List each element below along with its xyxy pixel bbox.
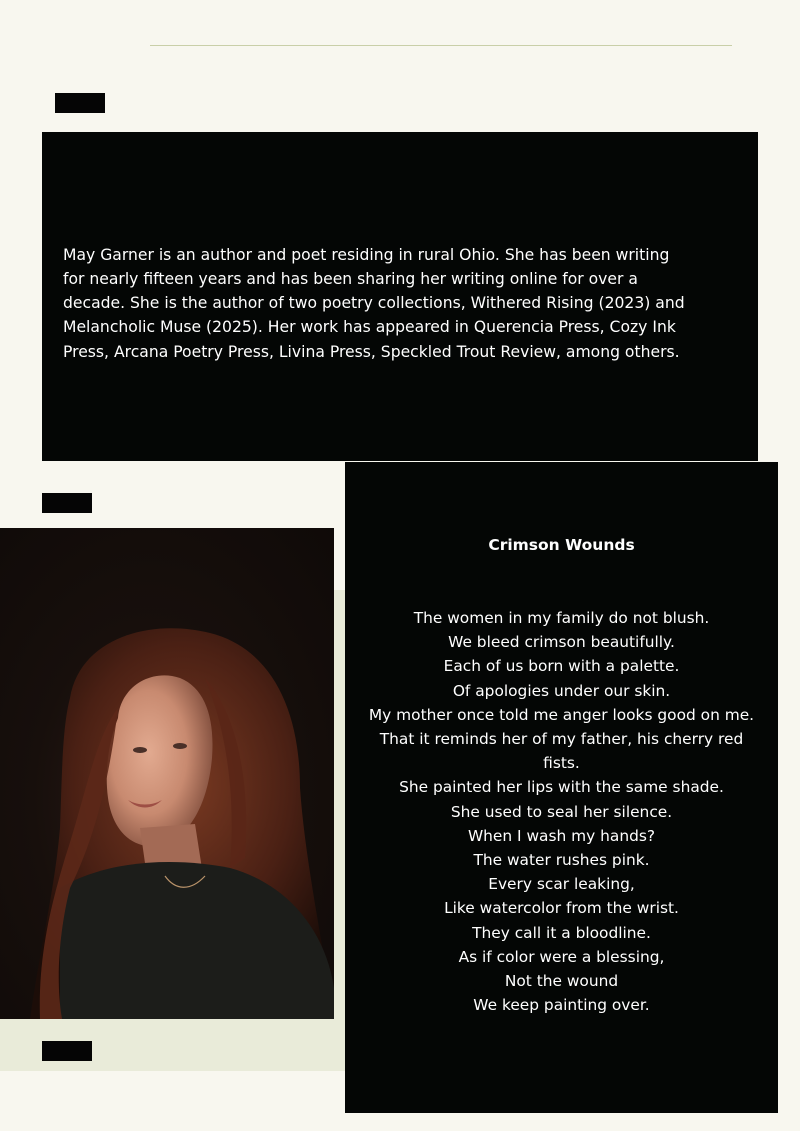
author-bio-panel: [42, 132, 758, 461]
poem-line: That it reminds her of my father, his cherry red fists.: [379, 730, 744, 773]
poem-line: Like watercolor from the wrist.: [444, 899, 679, 918]
label-tab: [42, 493, 92, 513]
poem-title: Crimson Wounds: [488, 536, 635, 554]
poem-line: Of apologies under our skin.: [452, 681, 671, 700]
poem-panel: [345, 462, 778, 1113]
poem-line: Not the wound: [504, 972, 619, 991]
poem-line: They call it a bloodline.: [472, 923, 651, 942]
poem-line: She used to seal her silence.: [450, 802, 673, 821]
poem-line: The water rushes pink.: [473, 851, 650, 870]
author-bio-text: May Garner is an author and poet residing in rural Ohio. She has been writing for nearly fifteen years and has been sharing her writing online for over a decade. She is the author of two poetry collections, Withered Rising (2023) and Melancholic Muse (2025). Her work has appeared in Querencia Press, Cozy Ink Press, Arcana Poetry Press, Livina Press, Speckled Trout Review, among others.: [63, 245, 685, 361]
poem-body: [365, 606, 758, 1017]
poem-line: Every scar leaking,: [488, 875, 635, 894]
poem-line: She painted her lips with the same shade.: [399, 778, 724, 797]
poem-line: We bleed crimson beautifully.: [448, 633, 675, 652]
label-tab: [55, 93, 105, 113]
top-divider: [150, 45, 732, 46]
author-portrait: [0, 528, 334, 1019]
poem-line: My mother once told me anger looks good on me.: [368, 705, 755, 724]
poem-line: As if color were a blessing,: [458, 947, 665, 966]
poem-line: We keep painting over.: [473, 996, 650, 1015]
poem-line: Each of us born with a palette.: [443, 657, 680, 676]
poem-line: The women in my family do not blush.: [413, 609, 710, 627]
label-tab: [42, 1041, 92, 1061]
poem-line: When I wash my hands?: [467, 826, 656, 845]
